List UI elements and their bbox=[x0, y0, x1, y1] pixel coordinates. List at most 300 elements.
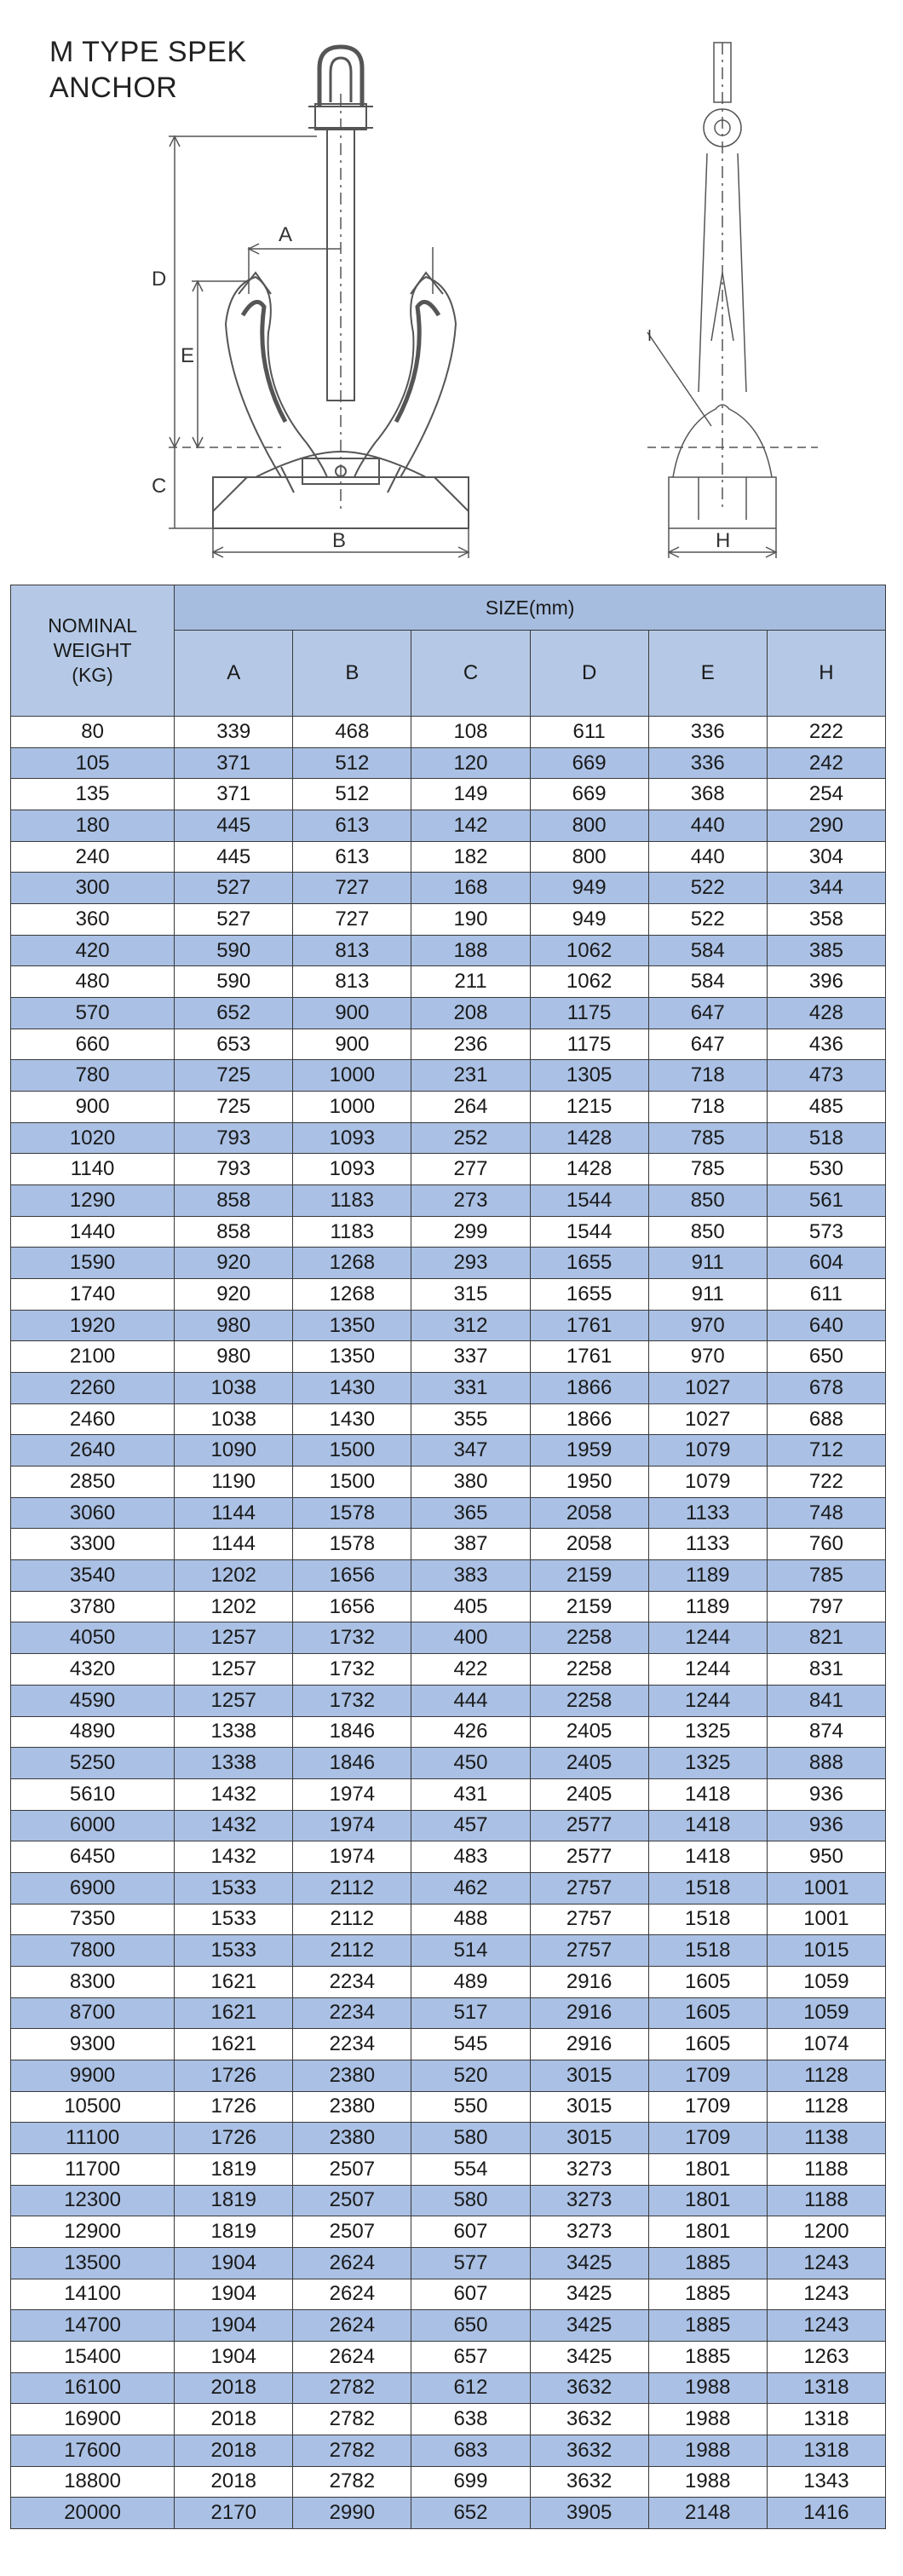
cell-nominal-weight: 6450 bbox=[11, 1841, 175, 1873]
cell-size-a: 2018 bbox=[175, 2435, 293, 2466]
cell-size-a: 2018 bbox=[175, 2372, 293, 2404]
cell-size-e: 440 bbox=[648, 841, 767, 873]
cell-size-h: 254 bbox=[767, 779, 885, 810]
cell-size-b: 1350 bbox=[293, 1310, 411, 1341]
cell-size-h: 821 bbox=[767, 1622, 885, 1654]
cell-size-e: 1709 bbox=[648, 2060, 767, 2091]
cell-nominal-weight: 17600 bbox=[11, 2435, 175, 2466]
cell-nominal-weight: 1920 bbox=[11, 1310, 175, 1341]
cell-nominal-weight: 4320 bbox=[11, 1654, 175, 1686]
cell-size-h: 748 bbox=[767, 1497, 885, 1529]
table-row bbox=[11, 1092, 886, 1123]
cell-size-c: 273 bbox=[411, 1185, 530, 1217]
cell-size-d: 3632 bbox=[530, 2435, 648, 2466]
cell-size-h: 888 bbox=[767, 1748, 885, 1779]
cell-size-h: 344 bbox=[767, 873, 885, 904]
cell-size-e: 1988 bbox=[648, 2372, 767, 2404]
table-row bbox=[11, 1310, 886, 1341]
cell-size-h: 473 bbox=[767, 1060, 885, 1092]
cell-size-h: 712 bbox=[767, 1435, 885, 1467]
cell-size-c: 168 bbox=[411, 873, 530, 904]
cell-size-c: 405 bbox=[411, 1591, 530, 1622]
cell-nominal-weight: 1290 bbox=[11, 1185, 175, 1217]
cell-size-d: 1215 bbox=[530, 1092, 648, 1123]
table-row bbox=[11, 1997, 886, 2029]
cell-size-a: 1038 bbox=[175, 1373, 293, 1404]
cell-size-b: 2112 bbox=[293, 1935, 411, 1967]
cell-size-d: 1655 bbox=[530, 1248, 648, 1279]
cell-size-b: 2234 bbox=[293, 2029, 411, 2060]
cell-size-b: 1350 bbox=[293, 1341, 411, 1373]
cell-size-a: 1257 bbox=[175, 1622, 293, 1654]
cell-size-d: 2159 bbox=[530, 1591, 648, 1622]
cell-nominal-weight: 1590 bbox=[11, 1248, 175, 1279]
table-row bbox=[11, 2247, 886, 2279]
cell-size-e: 336 bbox=[648, 717, 767, 748]
cell-size-d: 3015 bbox=[530, 2060, 648, 2091]
cell-size-d: 2405 bbox=[530, 1716, 648, 1748]
table-row bbox=[11, 2435, 886, 2466]
cell-size-e: 1133 bbox=[648, 1497, 767, 1529]
cell-size-e: 1518 bbox=[648, 1872, 767, 1904]
cell-size-h: 573 bbox=[767, 1216, 885, 1248]
cell-size-e: 785 bbox=[648, 1154, 767, 1185]
table-row bbox=[11, 841, 886, 873]
cell-size-e: 1189 bbox=[648, 1560, 767, 1592]
cell-size-h: 936 bbox=[767, 1778, 885, 1810]
cell-size-a: 445 bbox=[175, 810, 293, 842]
cell-size-c: 188 bbox=[411, 935, 530, 966]
cell-size-a: 1432 bbox=[175, 1778, 293, 1810]
cell-size-c: 444 bbox=[411, 1685, 530, 1716]
cell-size-b: 2624 bbox=[293, 2247, 411, 2279]
cell-nominal-weight: 7350 bbox=[11, 1904, 175, 1935]
table-row bbox=[11, 1403, 886, 1435]
cell-nominal-weight: 8300 bbox=[11, 1966, 175, 1997]
cell-size-e: 522 bbox=[648, 904, 767, 936]
cell-size-e: 1133 bbox=[648, 1529, 767, 1560]
cell-size-d: 1866 bbox=[530, 1403, 648, 1435]
table-row bbox=[11, 1935, 886, 1967]
cell-size-c: 337 bbox=[411, 1341, 530, 1373]
cell-nominal-weight: 1140 bbox=[11, 1154, 175, 1185]
cell-size-h: 1416 bbox=[767, 2498, 885, 2529]
cell-size-a: 1257 bbox=[175, 1685, 293, 1716]
cell-nominal-weight: 360 bbox=[11, 904, 175, 936]
cell-size-d: 3425 bbox=[530, 2279, 648, 2310]
cell-size-d: 3425 bbox=[530, 2310, 648, 2342]
table-row bbox=[11, 1122, 886, 1154]
table-row bbox=[11, 1716, 886, 1748]
cell-size-c: 580 bbox=[411, 2123, 530, 2154]
cell-size-b: 727 bbox=[293, 904, 411, 936]
table-row bbox=[11, 1904, 886, 1935]
table-row bbox=[11, 2029, 886, 2060]
cell-size-d: 1655 bbox=[530, 1279, 648, 1311]
cell-size-a: 1819 bbox=[175, 2216, 293, 2248]
cell-size-a: 1904 bbox=[175, 2279, 293, 2310]
cell-nominal-weight: 1440 bbox=[11, 1216, 175, 1248]
spec-table bbox=[10, 585, 886, 2529]
cell-size-e: 647 bbox=[648, 1029, 767, 1060]
title-line-2: ANCHOR bbox=[49, 72, 178, 104]
table-row bbox=[11, 2185, 886, 2216]
cell-size-d: 2757 bbox=[530, 1904, 648, 1935]
cell-size-d: 1175 bbox=[530, 1029, 648, 1060]
cell-size-c: 431 bbox=[411, 1778, 530, 1810]
table-row bbox=[11, 1497, 886, 1529]
cell-size-a: 652 bbox=[175, 998, 293, 1029]
table-row bbox=[11, 747, 886, 779]
cell-size-e: 584 bbox=[648, 935, 767, 966]
cell-nominal-weight: 2260 bbox=[11, 1373, 175, 1404]
cell-nominal-weight: 16900 bbox=[11, 2404, 175, 2435]
cell-size-b: 1974 bbox=[293, 1841, 411, 1873]
cell-size-c: 315 bbox=[411, 1279, 530, 1311]
cell-nominal-weight: 5610 bbox=[11, 1778, 175, 1810]
cell-size-e: 584 bbox=[648, 966, 767, 998]
cell-size-c: 108 bbox=[411, 717, 530, 748]
cell-size-a: 920 bbox=[175, 1279, 293, 1311]
cell-nominal-weight: 240 bbox=[11, 841, 175, 873]
table-row bbox=[11, 2153, 886, 2185]
cell-size-h: 1188 bbox=[767, 2153, 885, 2185]
cell-size-c: 380 bbox=[411, 1467, 530, 1498]
table-row bbox=[11, 1341, 886, 1373]
cell-size-c: 190 bbox=[411, 904, 530, 936]
cell-nominal-weight: 9900 bbox=[11, 2060, 175, 2091]
cell-size-e: 1244 bbox=[648, 1622, 767, 1654]
cell-size-e: 718 bbox=[648, 1060, 767, 1092]
cell-nominal-weight: 16100 bbox=[11, 2372, 175, 2404]
cell-nominal-weight: 180 bbox=[11, 810, 175, 842]
cell-size-b: 2380 bbox=[293, 2060, 411, 2091]
cell-size-e: 1988 bbox=[648, 2404, 767, 2435]
cell-size-h: 304 bbox=[767, 841, 885, 873]
cell-size-d: 1305 bbox=[530, 1060, 648, 1092]
table-row bbox=[11, 1778, 886, 1810]
column-header-h: H bbox=[767, 631, 885, 717]
cell-size-d: 2916 bbox=[530, 1997, 648, 2029]
cell-size-e: 1518 bbox=[648, 1904, 767, 1935]
cell-size-a: 1621 bbox=[175, 1966, 293, 1997]
cell-size-d: 2757 bbox=[530, 1935, 648, 1967]
cell-nominal-weight: 2850 bbox=[11, 1467, 175, 1498]
cell-size-h: 760 bbox=[767, 1529, 885, 1560]
cell-size-a: 527 bbox=[175, 904, 293, 936]
cell-size-e: 1605 bbox=[648, 1966, 767, 1997]
nominal-weight-header bbox=[11, 585, 175, 717]
table-row bbox=[11, 1654, 886, 1686]
column-header-b: B bbox=[293, 631, 411, 717]
table-row bbox=[11, 1185, 886, 1217]
cell-size-c: 120 bbox=[411, 747, 530, 779]
cell-size-c: 299 bbox=[411, 1216, 530, 1248]
cell-size-h: 688 bbox=[767, 1403, 885, 1435]
cell-size-e: 1027 bbox=[648, 1373, 767, 1404]
cell-size-c: 450 bbox=[411, 1748, 530, 1779]
cell-size-a: 1726 bbox=[175, 2091, 293, 2123]
table-row bbox=[11, 998, 886, 1029]
cell-size-h: 1059 bbox=[767, 1997, 885, 2029]
table-row bbox=[11, 2372, 886, 2404]
table-row bbox=[11, 966, 886, 998]
cell-size-c: 182 bbox=[411, 841, 530, 873]
table-row bbox=[11, 2498, 886, 2529]
cell-size-c: 683 bbox=[411, 2435, 530, 2466]
anchor-drawing-svg bbox=[0, 0, 903, 579]
cell-size-h: 290 bbox=[767, 810, 885, 842]
table-row bbox=[11, 1560, 886, 1592]
cell-size-b: 1268 bbox=[293, 1248, 411, 1279]
cell-size-b: 1578 bbox=[293, 1497, 411, 1529]
cell-nominal-weight: 105 bbox=[11, 747, 175, 779]
cell-size-e: 1801 bbox=[648, 2216, 767, 2248]
cell-size-e: 1801 bbox=[648, 2185, 767, 2216]
cell-size-c: 638 bbox=[411, 2404, 530, 2435]
cell-nominal-weight: 18800 bbox=[11, 2466, 175, 2498]
cell-size-d: 1950 bbox=[530, 1467, 648, 1498]
table-row bbox=[11, 1748, 886, 1779]
cell-size-e: 647 bbox=[648, 998, 767, 1029]
cell-size-c: 331 bbox=[411, 1373, 530, 1404]
table-row bbox=[11, 2466, 886, 2498]
cell-size-c: 293 bbox=[411, 1248, 530, 1279]
cell-size-d: 2916 bbox=[530, 2029, 648, 2060]
table-row bbox=[11, 2310, 886, 2342]
cell-size-e: 1988 bbox=[648, 2466, 767, 2498]
cell-size-b: 468 bbox=[293, 717, 411, 748]
cell-nominal-weight: 4050 bbox=[11, 1622, 175, 1654]
cell-size-e: 1189 bbox=[648, 1591, 767, 1622]
cell-size-d: 3632 bbox=[530, 2372, 648, 2404]
cell-size-a: 793 bbox=[175, 1122, 293, 1154]
label-i: I bbox=[647, 327, 653, 344]
label-b: B bbox=[332, 529, 347, 552]
cell-nominal-weight: 11700 bbox=[11, 2153, 175, 2185]
cell-size-d: 1544 bbox=[530, 1185, 648, 1217]
cell-size-h: 1138 bbox=[767, 2123, 885, 2154]
cell-size-e: 1027 bbox=[648, 1403, 767, 1435]
cell-size-h: 874 bbox=[767, 1716, 885, 1748]
cell-size-h: 1318 bbox=[767, 2404, 885, 2435]
cell-size-b: 2507 bbox=[293, 2185, 411, 2216]
cell-size-h: 1001 bbox=[767, 1872, 885, 1904]
cell-nominal-weight: 4890 bbox=[11, 1716, 175, 1748]
cell-size-b: 2990 bbox=[293, 2498, 411, 2529]
cell-size-e: 1418 bbox=[648, 1810, 767, 1841]
cell-size-c: 457 bbox=[411, 1810, 530, 1841]
cell-size-c: 489 bbox=[411, 1966, 530, 1997]
cell-size-d: 1761 bbox=[530, 1341, 648, 1373]
cell-nominal-weight: 1740 bbox=[11, 1279, 175, 1311]
cell-size-b: 1732 bbox=[293, 1622, 411, 1654]
cell-nominal-weight: 5250 bbox=[11, 1748, 175, 1779]
cell-size-d: 3015 bbox=[530, 2123, 648, 2154]
cell-nominal-weight: 135 bbox=[11, 779, 175, 810]
cell-size-a: 1202 bbox=[175, 1591, 293, 1622]
cell-size-c: 577 bbox=[411, 2247, 530, 2279]
cell-size-a: 653 bbox=[175, 1029, 293, 1060]
cell-size-c: 520 bbox=[411, 2060, 530, 2091]
cell-size-c: 517 bbox=[411, 1997, 530, 2029]
cell-size-e: 850 bbox=[648, 1185, 767, 1217]
cell-size-c: 383 bbox=[411, 1560, 530, 1592]
cell-nominal-weight: 2460 bbox=[11, 1403, 175, 1435]
cell-size-b: 1656 bbox=[293, 1591, 411, 1622]
cell-size-b: 813 bbox=[293, 966, 411, 998]
cell-size-b: 727 bbox=[293, 873, 411, 904]
cell-size-e: 1709 bbox=[648, 2091, 767, 2123]
cell-size-d: 669 bbox=[530, 747, 648, 779]
cell-size-a: 590 bbox=[175, 935, 293, 966]
cell-size-c: 142 bbox=[411, 810, 530, 842]
table-row bbox=[11, 1841, 886, 1873]
table-row bbox=[11, 2091, 886, 2123]
cell-size-c: 264 bbox=[411, 1092, 530, 1123]
cell-size-a: 725 bbox=[175, 1092, 293, 1123]
cell-nominal-weight: 3540 bbox=[11, 1560, 175, 1592]
table-row bbox=[11, 1467, 886, 1498]
nominal-header-line-3: (KG) bbox=[72, 664, 113, 686]
cell-size-e: 1885 bbox=[648, 2247, 767, 2279]
cell-size-d: 3273 bbox=[530, 2216, 648, 2248]
cell-nominal-weight: 6900 bbox=[11, 1872, 175, 1904]
cell-size-c: 488 bbox=[411, 1904, 530, 1935]
cell-size-c: 149 bbox=[411, 779, 530, 810]
cell-size-e: 1325 bbox=[648, 1716, 767, 1748]
cell-size-e: 1418 bbox=[648, 1778, 767, 1810]
cell-size-b: 1093 bbox=[293, 1154, 411, 1185]
cell-size-a: 1338 bbox=[175, 1716, 293, 1748]
cell-size-b: 2380 bbox=[293, 2123, 411, 2154]
cell-size-c: 554 bbox=[411, 2153, 530, 2185]
cell-size-b: 1430 bbox=[293, 1403, 411, 1435]
cell-size-h: 1074 bbox=[767, 2029, 885, 2060]
anchor-drawing bbox=[0, 0, 903, 579]
cell-size-e: 1885 bbox=[648, 2310, 767, 2342]
cell-size-b: 2112 bbox=[293, 1872, 411, 1904]
cell-size-h: 428 bbox=[767, 998, 885, 1029]
cell-size-h: 936 bbox=[767, 1810, 885, 1841]
cell-size-c: 483 bbox=[411, 1841, 530, 1873]
cell-size-d: 3425 bbox=[530, 2247, 648, 2279]
cell-size-h: 396 bbox=[767, 966, 885, 998]
nominal-header-line-2: WEIGHT bbox=[53, 639, 132, 661]
cell-size-b: 1732 bbox=[293, 1685, 411, 1716]
cell-size-b: 1430 bbox=[293, 1373, 411, 1404]
cell-size-d: 3425 bbox=[530, 2341, 648, 2372]
cell-size-e: 911 bbox=[648, 1279, 767, 1311]
table-row bbox=[11, 779, 886, 810]
table-row bbox=[11, 1216, 886, 1248]
cell-size-a: 980 bbox=[175, 1341, 293, 1373]
cell-nominal-weight: 6000 bbox=[11, 1810, 175, 1841]
cell-size-b: 1183 bbox=[293, 1216, 411, 1248]
cell-nominal-weight: 9300 bbox=[11, 2029, 175, 2060]
cell-size-h: 1343 bbox=[767, 2466, 885, 2498]
cell-size-d: 1866 bbox=[530, 1373, 648, 1404]
cell-size-c: 650 bbox=[411, 2310, 530, 2342]
cell-size-e: 1885 bbox=[648, 2279, 767, 2310]
cell-size-c: 422 bbox=[411, 1654, 530, 1686]
cell-size-h: 1059 bbox=[767, 1966, 885, 1997]
cell-size-d: 2577 bbox=[530, 1841, 648, 1873]
cell-size-a: 1144 bbox=[175, 1529, 293, 1560]
cell-nominal-weight: 11100 bbox=[11, 2123, 175, 2154]
cell-size-b: 1500 bbox=[293, 1435, 411, 1467]
cell-size-b: 512 bbox=[293, 747, 411, 779]
cell-nominal-weight: 3780 bbox=[11, 1591, 175, 1622]
cell-size-a: 2018 bbox=[175, 2404, 293, 2435]
cell-size-e: 785 bbox=[648, 1122, 767, 1154]
cell-size-c: 550 bbox=[411, 2091, 530, 2123]
table-row bbox=[11, 810, 886, 842]
cell-size-e: 1244 bbox=[648, 1685, 767, 1716]
cell-size-c: 387 bbox=[411, 1529, 530, 1560]
cell-size-h: 678 bbox=[767, 1373, 885, 1404]
table-row bbox=[11, 2341, 886, 2372]
cell-size-a: 858 bbox=[175, 1185, 293, 1217]
cell-size-c: 657 bbox=[411, 2341, 530, 2372]
size-header: SIZE(mm) bbox=[175, 585, 886, 631]
table-row bbox=[11, 1872, 886, 1904]
cell-size-h: 222 bbox=[767, 717, 885, 748]
table-row bbox=[11, 1373, 886, 1404]
cell-size-c: 208 bbox=[411, 998, 530, 1029]
cell-nominal-weight: 13500 bbox=[11, 2247, 175, 2279]
cell-size-b: 1183 bbox=[293, 1185, 411, 1217]
cell-size-d: 1062 bbox=[530, 935, 648, 966]
cell-size-c: 545 bbox=[411, 2029, 530, 2060]
cell-size-e: 1079 bbox=[648, 1435, 767, 1467]
cell-size-h: 1243 bbox=[767, 2279, 885, 2310]
cell-size-e: 1988 bbox=[648, 2435, 767, 2466]
cell-size-a: 1432 bbox=[175, 1841, 293, 1873]
cell-size-e: 368 bbox=[648, 779, 767, 810]
cell-size-e: 970 bbox=[648, 1310, 767, 1341]
cell-size-h: 604 bbox=[767, 1248, 885, 1279]
label-c: C bbox=[152, 475, 167, 498]
cell-size-a: 1726 bbox=[175, 2060, 293, 2091]
cell-size-c: 612 bbox=[411, 2372, 530, 2404]
label-a: A bbox=[279, 223, 293, 246]
cell-size-c: 607 bbox=[411, 2216, 530, 2248]
cell-size-a: 1257 bbox=[175, 1654, 293, 1686]
cell-size-b: 1846 bbox=[293, 1716, 411, 1748]
cell-size-e: 718 bbox=[648, 1092, 767, 1123]
table-row bbox=[11, 1060, 886, 1092]
title-line-1: M TYPE SPEK bbox=[49, 36, 247, 68]
cell-size-d: 3273 bbox=[530, 2185, 648, 2216]
cell-nominal-weight: 12300 bbox=[11, 2185, 175, 2216]
cell-size-e: 1605 bbox=[648, 2029, 767, 2060]
cell-nominal-weight: 12900 bbox=[11, 2216, 175, 2248]
cell-size-a: 371 bbox=[175, 747, 293, 779]
cell-size-b: 1974 bbox=[293, 1810, 411, 1841]
label-d: D bbox=[152, 268, 167, 291]
table-row bbox=[11, 2279, 886, 2310]
cell-size-a: 1144 bbox=[175, 1497, 293, 1529]
cell-size-h: 722 bbox=[767, 1467, 885, 1498]
cell-size-a: 1904 bbox=[175, 2247, 293, 2279]
cell-size-h: 950 bbox=[767, 1841, 885, 1873]
cell-size-b: 900 bbox=[293, 998, 411, 1029]
cell-size-d: 3905 bbox=[530, 2498, 648, 2529]
cell-size-a: 339 bbox=[175, 717, 293, 748]
cell-size-c: 277 bbox=[411, 1154, 530, 1185]
cell-nominal-weight: 300 bbox=[11, 873, 175, 904]
